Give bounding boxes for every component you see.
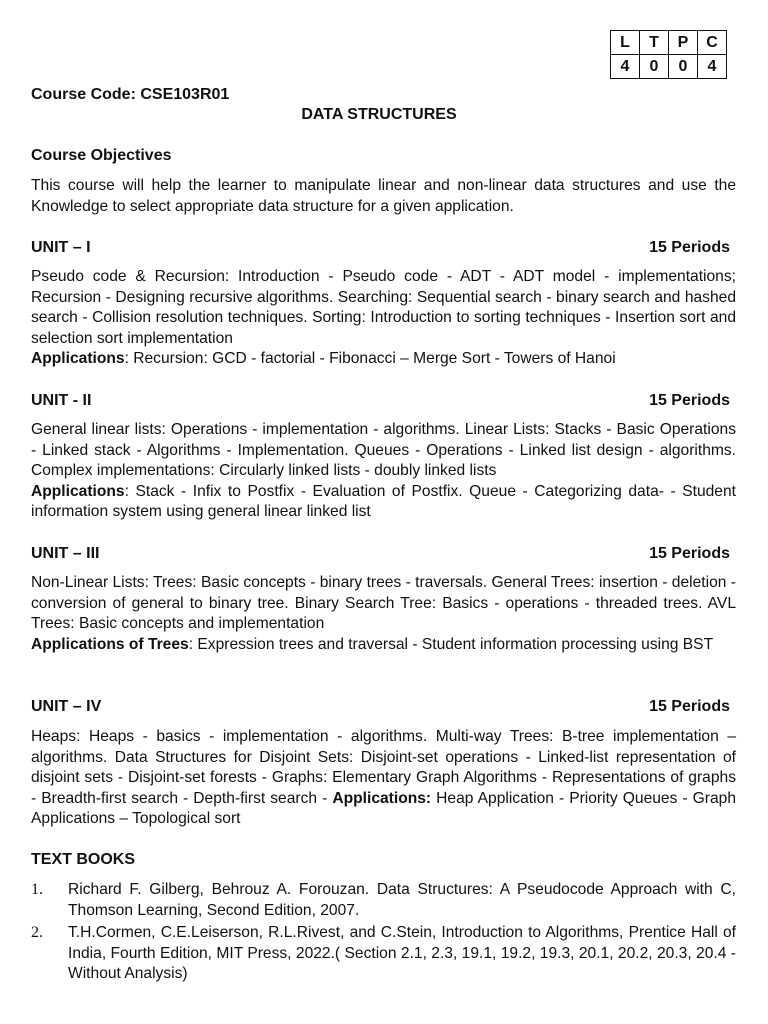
objectives-text: This course will help the learner to manipulate linear and non-linear data structures and use the Knowledge to select appropriate data structure for a given application.: [31, 177, 736, 215]
unit-2-content: [31, 420, 736, 523]
ltpc-value-l: 4: [611, 55, 640, 79]
unit-1-periods: 15 Periods: [649, 239, 730, 256]
unit-1-applications-text: : Recursion: GCD - factorial - Fibonacci – Merge Sort - Towers of Hanoi: [124, 350, 616, 368]
course-title: DATA STRUCTURES: [301, 106, 457, 123]
ltpc-table: [610, 30, 727, 79]
unit-3-applications-label: Applications of Trees: [31, 635, 189, 653]
ltpc-value-row: [611, 55, 727, 79]
ltpc-value-t: 0: [640, 55, 669, 79]
unit-3-applications-text: : Expression trees and traversal - Student information processing using BST: [188, 635, 714, 653]
unit-2-applications-text: : Stack - Infix to Postfix - Evaluation of Postfix. Queue - Categorizing data- - Student information system using general linear linked list: [31, 482, 736, 521]
unit-4-applications-label: Applications:: [332, 789, 432, 807]
unit-2-applications-label: Applications: [31, 482, 125, 500]
unit-1-content: [31, 267, 736, 370]
unit-2-periods: 15 Periods: [649, 392, 730, 409]
unit-1-title: UNIT – I: [31, 239, 91, 256]
textbook-number: 1.: [31, 881, 43, 898]
unit-4-content: [31, 727, 736, 830]
textbooks-list: [31, 880, 736, 987]
ltpc-value-p: 0: [669, 55, 698, 79]
ltpc-value-c: 4: [698, 55, 727, 79]
course-code: Course Code: CSE103R01: [31, 86, 230, 103]
unit-4-text: Heaps: Heaps - basics - implementation - algorithms. Multi-way Trees: B-tree implementation – algorithms. Data Structures for Disjoint Sets: Disjoint-set operations - Linked-list representation of disjoint sets - Disjoint-set forests - Graphs: Elementary Graph Algorithms - Representations of graphs - Breadth-first search - Depth-first search -: [31, 728, 736, 807]
unit-4-header: [31, 698, 730, 716]
ltpc-header-l: L: [611, 31, 640, 55]
unit-4-title: UNIT – IV: [31, 698, 102, 715]
unit-1-applications-label: Applications: [31, 350, 125, 368]
unit-4-applications-text: Heap Application - Priority Queues - Graph Applications – Topological sort: [31, 789, 736, 828]
ltpc-header-row: [611, 31, 727, 55]
textbook-number: 2.: [31, 924, 43, 942]
ltpc-header-p: P: [669, 31, 698, 55]
unit-2-text: General linear lists: Operations - implementation - algorithms. Linear Lists: Stacks - Basic Operations - Linked stack - Algorithms - Implementation. Queues - Operations - Linked list design - algorithms. Complex implementations: Circularly linked lists - doubly linked lists: [31, 421, 736, 480]
ltpc-header-c: C: [698, 31, 727, 55]
unit-2-title: UNIT - II: [31, 392, 92, 409]
unit-1-text: Pseudo code & Recursion: Introduction - Pseudo code - ADT - ADT model - implementations; Recursion - Designing recursive algorithms. Searching: Sequential search - binary search and hashed search - Collision resolution techniques. Sorting: Introduction to sorting techniques - Insertion sort and selection sort implementation: [31, 268, 736, 347]
unit-3-title: UNIT – III: [31, 545, 100, 562]
unit-1-header: [31, 239, 730, 257]
unit-3-content: [31, 573, 736, 655]
unit-3-text: Non-Linear Lists: Trees: Basic concepts - binary trees - traversals. General Trees: insertion - deletion - conversion of general to binary tree. Binary Search Tree: Basics - operations - threaded trees. AVL Trees: Basic concepts and implementation: [31, 574, 736, 633]
unit-3-header: [31, 545, 730, 563]
unit-3-periods: 15 Periods: [649, 545, 730, 562]
textbook-text: T.H.Cormen, C.E.Leiserson, R.L.Rivest, and C.Stein, Introduction to Algorithms, Prentice Hall of India, Fourth Edition, MIT Press, 2022.( Section 2.1, 2.3, 19.1, 19.2, 19.3, 20.1, 20.2, 20.3, 20.4 - Without Analysis): [68, 924, 736, 983]
textbook-text: Richard F. Gilberg, Behrouz A. Forouzan. Data Structures: A Pseudocode Approach with C, Thomson Learning, Second Edition, 2007.: [68, 881, 736, 919]
unit-2-header: [31, 392, 730, 410]
objectives-heading: Course Objectives: [31, 147, 172, 164]
textbooks-heading: TEXT BOOKS: [31, 851, 136, 868]
unit-4-periods: 15 Periods: [649, 698, 730, 715]
textbook-item: [31, 880, 736, 921]
textbook-item: [31, 923, 736, 985]
ltpc-header-t: T: [640, 31, 669, 55]
